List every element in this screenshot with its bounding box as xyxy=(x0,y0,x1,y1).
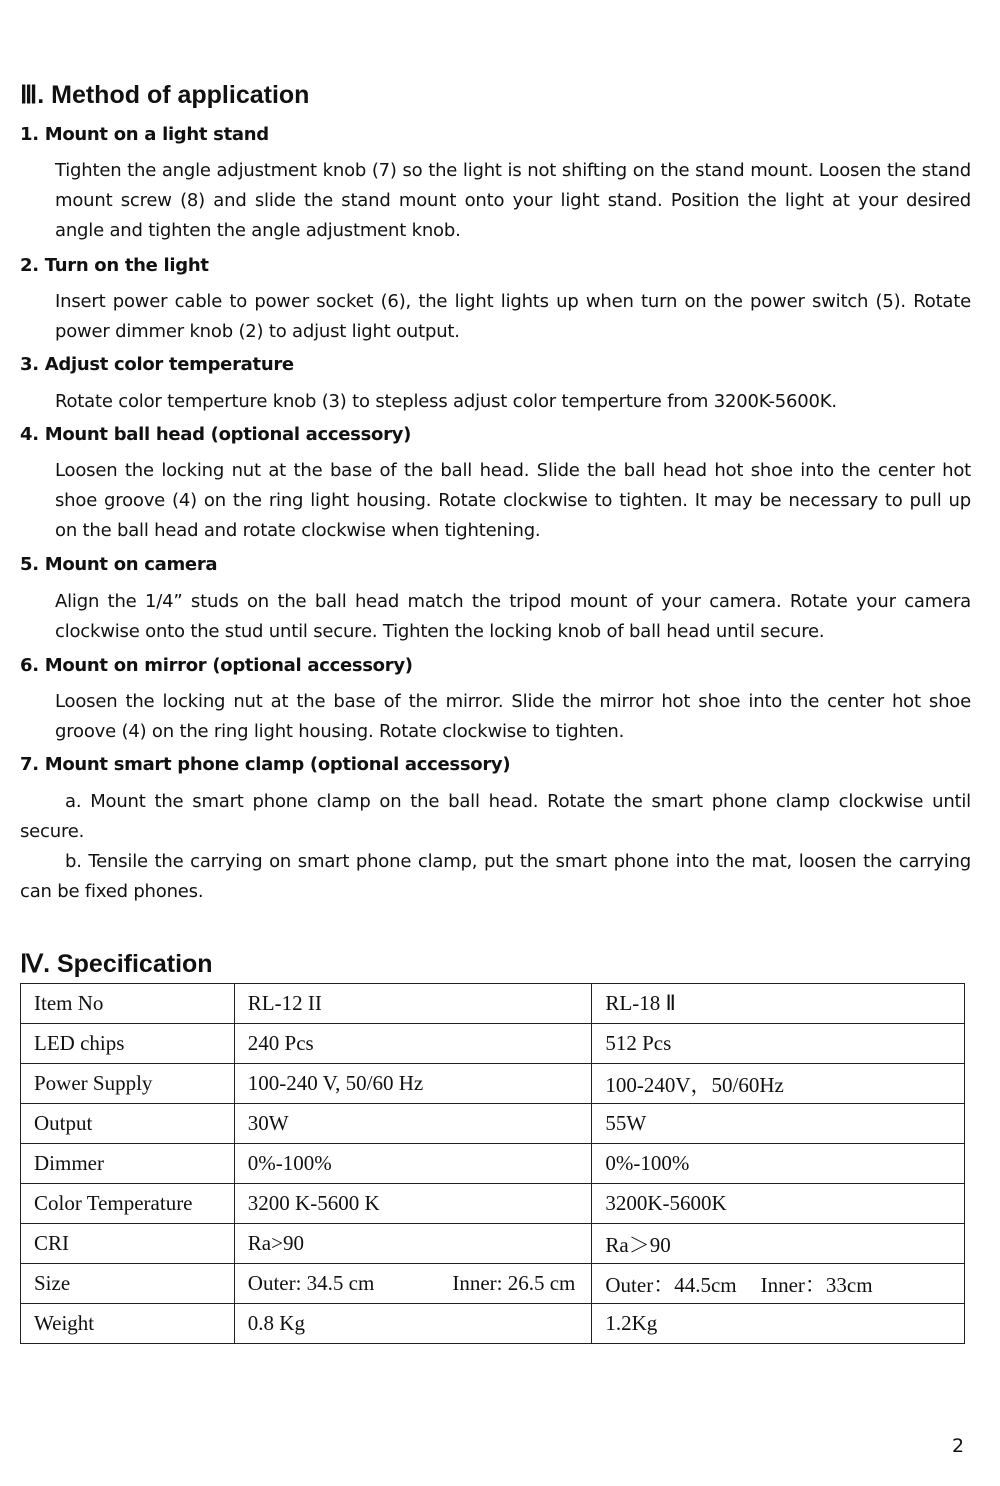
table-row xyxy=(21,1144,965,1184)
step-2-heading: 2. Turn on the light xyxy=(20,255,209,276)
spec-value-rl18 xyxy=(592,1264,965,1304)
size-outer-rl12: Outer: 34.5 cm xyxy=(247,1271,375,1295)
step-5-text: Align the 1/4” studs on the ball head match the tripod mount of your camera. Rotate your camera clockwise onto the stud until secure. Tighten the locking knob of ball head until secure. xyxy=(55,591,971,642)
table-row xyxy=(21,1224,965,1264)
table-row xyxy=(21,1104,965,1144)
spec-value-rl18: 512 Pcs xyxy=(592,1024,965,1064)
spec-value-rl18: 100-240V，50/60Hz xyxy=(592,1064,965,1104)
spec-value-rl12 xyxy=(234,1264,592,1304)
size-outer-rl18: Outer：44.5cm xyxy=(605,1272,737,1297)
spec-value-rl12: 30W xyxy=(234,1104,592,1144)
spec-label: Power Supply xyxy=(21,1064,235,1104)
specification-table xyxy=(20,983,965,1344)
table-row xyxy=(21,1184,965,1224)
spec-value-rl18: 55W xyxy=(592,1104,965,1144)
table-row xyxy=(21,1064,965,1104)
spec-value-rl18: 1.2Kg xyxy=(592,1304,965,1344)
spec-value-rl12: RL-12 II xyxy=(234,984,592,1024)
page-number: 2 xyxy=(952,1435,965,1457)
spec-value-rl12: 0.8 Kg xyxy=(234,1304,592,1344)
spec-value-rl12: 3200 K-5600 K xyxy=(234,1184,592,1224)
step-5-heading: 5. Mount on camera xyxy=(20,554,218,575)
step-4-text: Loosen the locking nut at the base of the ball head. Slide the ball head hot shoe into the center hot shoe groove (4) on the ring light housing. Rotate clockwise to tighten. It may be necessary to pull up on the ball head and rotate clockwise when tightening. xyxy=(55,460,971,541)
step-1-text: Tighten the angle adjustment knob (7) so the light is not shifting on the stand mount. Loosen the stand mount screw (8) and slide the stand mount onto your light stand. Position the light at your desired angle and tighten the angle adjustment knob. xyxy=(55,160,971,241)
table-row xyxy=(21,1024,965,1064)
spec-label: Dimmer xyxy=(21,1144,235,1184)
spec-label: Item No xyxy=(21,984,235,1024)
spec-value-rl12: Ra>90 xyxy=(234,1224,592,1264)
step-7-sub-b: b. Tensile the carrying on smart phone clamp, put the smart phone into the mat, loosen the carrying can be fixed phones. xyxy=(20,851,971,902)
step-7-sub-a: a. Mount the smart phone clamp on the ball head. Rotate the smart phone clamp clockwise until secure. xyxy=(20,791,971,842)
spec-value-rl18: RL-18 Ⅱ xyxy=(592,984,965,1024)
step-6-heading: 6. Mount on mirror (optional accessory) xyxy=(20,655,413,676)
size-inner-rl12: Inner: 26.5 cm xyxy=(452,1271,576,1295)
spec-value-rl12: 0%-100% xyxy=(234,1144,592,1184)
table-row xyxy=(21,1264,965,1304)
table-row xyxy=(21,984,965,1024)
spec-label: LED chips xyxy=(21,1024,235,1064)
size-inner-rl18: Inner：33cm xyxy=(760,1272,873,1297)
section-4-title: Ⅳ. Specification xyxy=(20,950,213,978)
spec-value-rl12: 240 Pcs xyxy=(234,1024,592,1064)
step-2-text: Insert power cable to power socket (6), the light lights up when turn on the power switch (5). Rotate power dimmer knob (2) to adjust light output. xyxy=(55,291,971,342)
spec-value-rl18: 3200K-5600K xyxy=(592,1184,965,1224)
step-7-heading: 7. Mount smart phone clamp (optional accessory) xyxy=(20,754,511,775)
spec-label: Color Temperature xyxy=(21,1184,235,1224)
step-1-heading: 1. Mount on a light stand xyxy=(20,124,269,145)
step-4-heading: 4. Mount ball head (optional accessory) xyxy=(20,424,412,445)
spec-label: Weight xyxy=(21,1304,235,1344)
spec-value-rl12: 100-240 V, 50/60 Hz xyxy=(234,1064,592,1104)
spec-label: Size xyxy=(21,1264,235,1304)
step-6-text: Loosen the locking nut at the base of the mirror. Slide the mirror hot shoe into the center hot shoe groove (4) on the ring light housing. Rotate clockwise to tighten. xyxy=(55,691,971,742)
spec-label: CRI xyxy=(21,1224,235,1264)
table-row xyxy=(21,1304,965,1344)
spec-label: Output xyxy=(21,1104,235,1144)
step-3-heading: 3. Adjust color temperature xyxy=(20,354,294,375)
section-3-title: Ⅲ. Method of application xyxy=(20,81,310,109)
spec-value-rl18: Ra＞90 xyxy=(592,1224,965,1264)
step-3-text: Rotate color temperture knob (3) to stepless adjust color temperture from 3200K-5600K. xyxy=(55,391,837,412)
spec-value-rl18: 0%-100% xyxy=(592,1144,965,1184)
